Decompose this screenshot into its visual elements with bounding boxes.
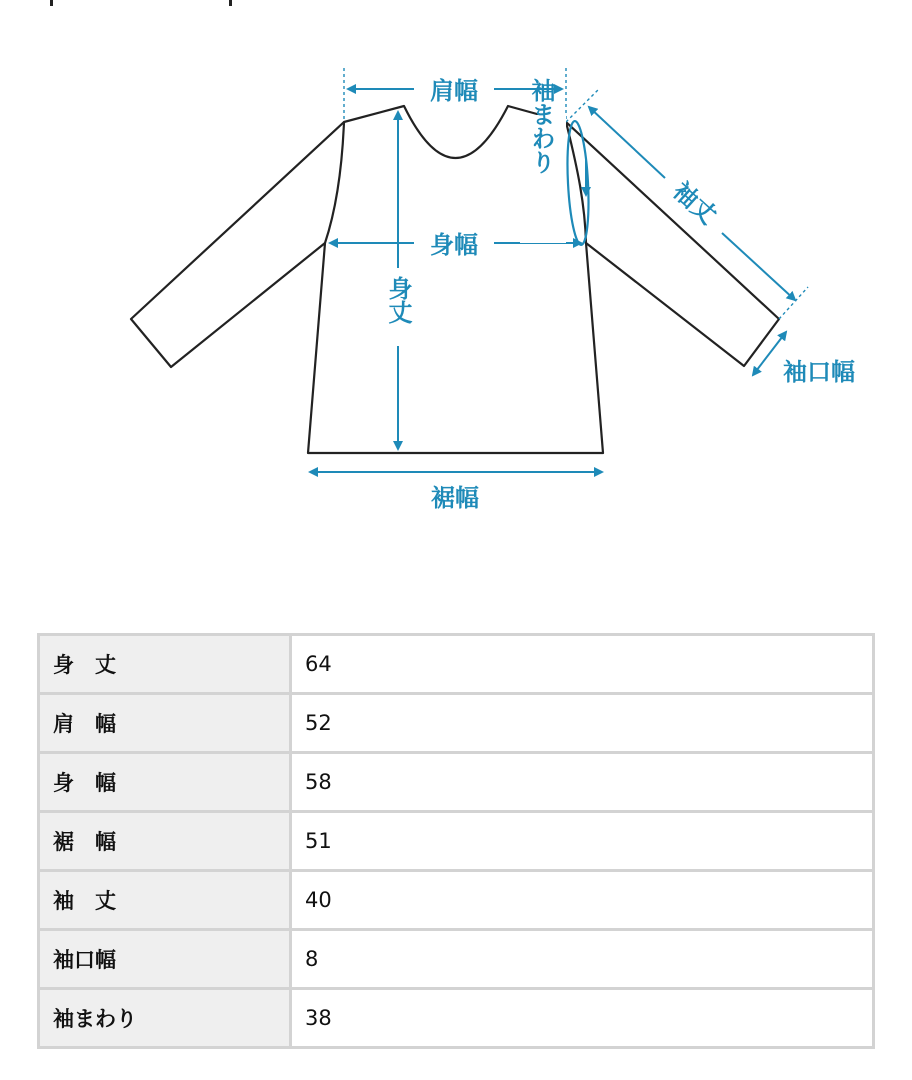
row-label: 裾 幅 xyxy=(39,812,291,871)
row-value: 52 xyxy=(291,694,874,753)
row-value: 38 xyxy=(291,989,874,1048)
row-label: 袖口幅 xyxy=(39,930,291,989)
table-row xyxy=(39,871,874,930)
label-armhole: 袖まわり xyxy=(527,78,555,174)
row-value: 8 xyxy=(291,930,874,989)
row-value: 64 xyxy=(291,635,874,694)
label-cuff: 袖口幅 xyxy=(783,358,855,386)
row-label: 袖 丈 xyxy=(39,871,291,930)
sleeve-length-arrow-lower xyxy=(722,233,795,300)
table-row xyxy=(39,753,874,812)
row-value: 58 xyxy=(291,753,874,812)
sleeve-length-arrow-upper xyxy=(589,107,665,178)
label-hem: 裾幅 xyxy=(431,484,479,512)
row-label: 身 丈 xyxy=(39,635,291,694)
label-sleeve-length: 袖丈 xyxy=(667,176,722,230)
row-value: 40 xyxy=(291,871,874,930)
table-row xyxy=(39,694,874,753)
shirt-outline xyxy=(131,106,779,453)
row-label: 身 幅 xyxy=(39,753,291,812)
table-row xyxy=(39,635,874,694)
row-label: 袖まわり xyxy=(39,989,291,1048)
size-table xyxy=(37,633,875,1049)
label-shoulder: 肩幅 xyxy=(430,77,478,105)
label-length: 身丈 xyxy=(384,276,412,324)
label-body-width: 身幅 xyxy=(430,231,478,259)
table-row xyxy=(39,989,874,1048)
table-row xyxy=(39,812,874,871)
row-label: 肩 幅 xyxy=(39,694,291,753)
cuff-arrow xyxy=(753,332,786,375)
row-value: 51 xyxy=(291,812,874,871)
table-row xyxy=(39,930,874,989)
